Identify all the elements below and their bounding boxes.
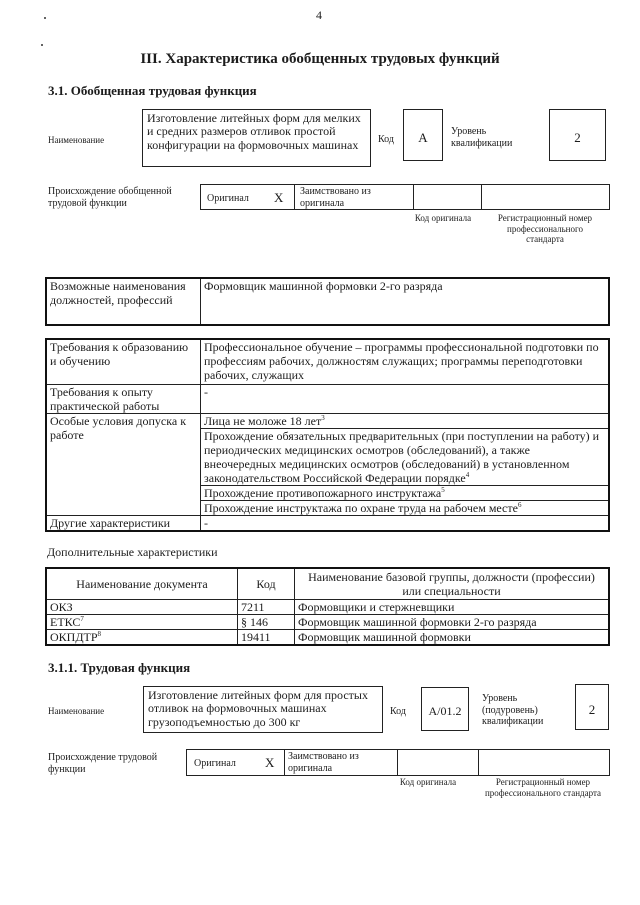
tf-heading: 3.1.1. Трудовая функция <box>48 660 191 675</box>
row-name: Формовщик машинной формовки 2-го разряда <box>295 615 610 630</box>
exp-value: - <box>201 385 610 414</box>
tf-name-label: Наименование <box>48 706 105 716</box>
tf-name-box: Изготовление литейных форм для простых отливок на формовочных машинах грузоподъемностью до 300 кг <box>143 686 383 733</box>
table-row <box>46 600 609 615</box>
scan-speck <box>44 17 46 19</box>
tf-code-box: А/01.2 <box>421 687 469 731</box>
edu-label: Требования к образованию и обучению <box>46 339 201 385</box>
scan-speck <box>41 44 43 46</box>
cond-2: Прохождение обязательных предварительных (при поступлении на работу) и периодических медицинских осмотров (обследований), а также внеочередных медицинских осмотров (обследований) в установленном законодательством Российской Федерации порядке$^4$ <box>201 429 610 486</box>
tf-original-label: Оригинал <box>194 758 236 769</box>
table-row <box>46 615 609 630</box>
gtf-name-box: Изготовление литейных форм для мелких и средних размеров отливок простой конфигурации на формовочных машинах <box>142 109 371 167</box>
gtf-level-box: 2 <box>549 109 606 161</box>
cond-3: Прохождение противопожарного инструктажа$^5$ <box>201 486 610 501</box>
positions-value: Формовщик машинной формовки 2-го разряда <box>201 278 610 325</box>
additional-table <box>45 567 610 646</box>
gtf-name-label: Наименование <box>48 135 105 145</box>
tf-original-mark: X <box>265 755 275 770</box>
tf-origin-label: Происхождение трудовой функции <box>48 752 158 775</box>
positions-table <box>45 277 610 326</box>
gtf-origin-box <box>200 184 610 210</box>
gtf-level-label: Уровень квалификации <box>451 126 513 149</box>
tf-level-box: 2 <box>575 684 609 730</box>
cond-label: Особые условия допуска к работе <box>46 414 201 516</box>
gtf-heading: 3.1. Обобщенная трудовая функция <box>48 83 257 98</box>
gtf-code-original-caption: Код оригинала <box>414 213 472 223</box>
row-code: § 146 <box>238 615 295 630</box>
additional-header-code: Код <box>238 568 295 600</box>
exp-label: Требования к опыту практической работы <box>46 385 201 414</box>
tf-borrowed-label: Заимствовано из оригинала <box>288 751 359 774</box>
tf-level-label: Уровень (подуровень) квалификации <box>482 693 544 727</box>
gtf-borrowed-label: Заимствовано из оригинала <box>300 186 371 209</box>
requirements-table <box>45 338 610 532</box>
cond-4: Прохождение инструктажа по охране труда на рабочем месте$^6$ <box>201 501 610 516</box>
row-name: Формовщик машинной формовки <box>295 630 610 646</box>
additional-header-name: Наименование базовой группы, должности (профессии) или специальности <box>295 568 610 600</box>
row-code: 7211 <box>238 600 295 615</box>
row-code: 19411 <box>238 630 295 646</box>
tf-code-label: Код <box>390 706 406 717</box>
additional-title: Дополнительные характеристики <box>47 545 218 559</box>
page-number: 4 <box>316 8 322 22</box>
row-doc: ОКЗ <box>46 600 238 615</box>
additional-header-doc: Наименование документа <box>46 568 238 600</box>
tf-code-original-caption: Код оригинала <box>399 777 457 787</box>
gtf-original-mark: X <box>274 190 284 205</box>
tf-reg-number-caption: Регистрационный номер профессионального стандарта <box>484 777 602 798</box>
row-doc: ЕТКС$^7$ <box>46 615 238 630</box>
other-value: - <box>201 516 610 532</box>
tf-origin-box <box>186 749 610 776</box>
other-label: Другие характеристики <box>46 516 201 532</box>
positions-label: Возможные наименования должностей, профессий <box>46 278 201 325</box>
edu-value: Профессиональное обучение – программы профессиональной подготовки по профессиям рабочих, должностям служащих; программы переподготовки рабочих, служащих <box>201 339 610 385</box>
gtf-code-box: А <box>403 109 443 161</box>
cond-1: Лица не моложе 18 лет$^3$ <box>201 414 610 429</box>
section-title: III. Характеристика обобщенных трудовых функций <box>140 51 500 67</box>
gtf-origin-label: Происхождение обобщенной трудовой функции <box>48 186 172 209</box>
row-name: Формовщики и стержневщики <box>295 600 610 615</box>
row-doc: ОКПДТР$^8$ <box>46 630 238 646</box>
gtf-original-label: Оригинал <box>207 193 249 204</box>
gtf-reg-number-caption: Регистрационный номер профессионального стандарта <box>497 213 593 244</box>
gtf-code-label: Код <box>378 134 394 145</box>
table-row <box>46 630 609 646</box>
